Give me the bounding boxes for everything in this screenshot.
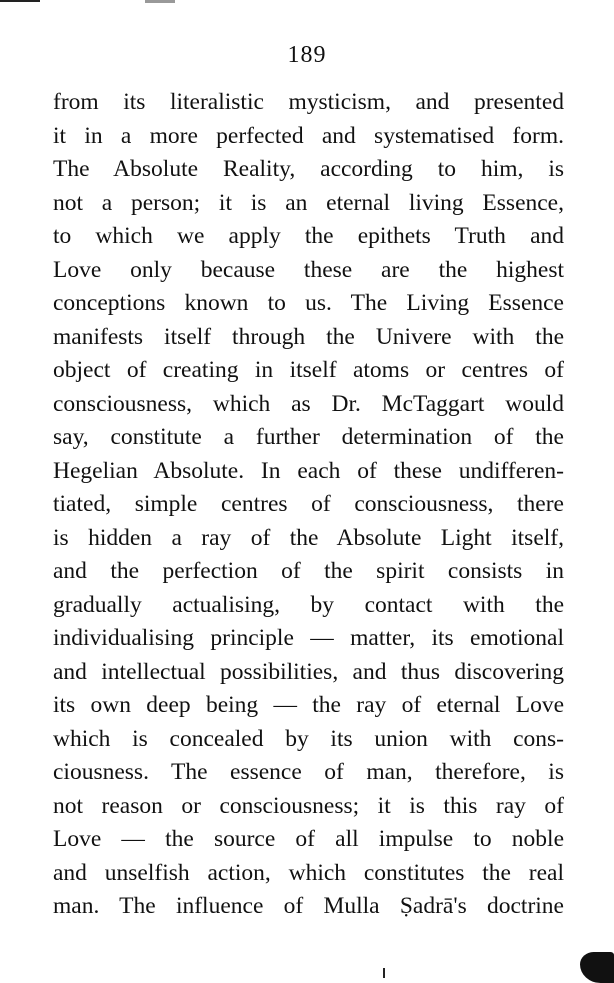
text-line: object of creating in itself atoms or centres of (53, 357, 564, 383)
text-line: manifests itself through the Univere with the (53, 323, 564, 350)
scan-artifact-top-left (0, 0, 40, 2)
text-line: gradually actualising, by contact with the (53, 591, 564, 618)
text-line: say, constitute a further determination of the (53, 424, 564, 450)
text-line: and the perfection of the spirit consists in (53, 558, 564, 584)
text-line: Love only because these are the highest (53, 256, 564, 283)
text-line: man. The influence of Mulla Ṣadrā's doctrine (53, 893, 564, 919)
text-line: from its literalistic mysticism, and presented (53, 89, 564, 115)
text-line: not reason or consciousness; it is this ray of (53, 792, 564, 819)
scan-artifact-corner (580, 952, 614, 983)
text-line: and intellectual possibilities, and thus discovering (53, 658, 564, 685)
text-line: is hidden a ray of the Absolute Light itself, (53, 524, 564, 551)
text-line: Love — the source of all impulse to noble (53, 826, 564, 852)
text-line: individualising principle — matter, its emotional (53, 625, 564, 651)
scan-artifact-bottom (383, 968, 385, 978)
text-line: consciousness, which as Dr. McTaggart would (53, 390, 564, 417)
text-line: to which we apply the epithets Truth and (53, 223, 564, 249)
text-line: and unselfish action, which constitutes the real (53, 859, 564, 886)
text-line: tiated, simple centres of consciousness, there (53, 491, 564, 517)
scan-artifact-top (145, 0, 175, 3)
text-line: it in a more perfected and systematised form. (53, 122, 564, 149)
text-line: ciousness. The essence of man, therefore, is (53, 759, 564, 785)
text-line: its own deep being — the ray of eternal Love (53, 692, 564, 718)
text-line: conceptions known to us. The Living Essence (53, 290, 564, 316)
page-number: 189 (287, 42, 327, 68)
text-line: which is concealed by its union with cons- (53, 725, 564, 752)
text-line: The Absolute Reality, according to him, is (53, 156, 564, 182)
body-paragraph (53, 86, 564, 924)
text-line: Hegelian Absolute. In each of these undifferen- (53, 457, 564, 484)
text-line: not a person; it is an eternal living Essence, (53, 189, 564, 216)
